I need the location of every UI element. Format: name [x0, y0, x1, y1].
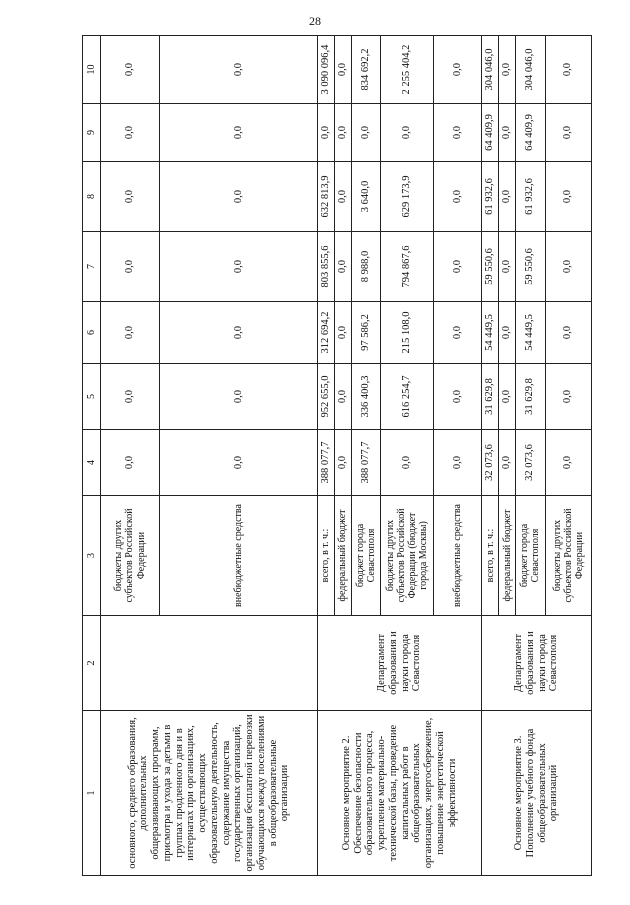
value-cell: 8 988,0	[351, 232, 381, 302]
table-frame	[82, 36, 592, 876]
value-cell: 0,0	[100, 36, 159, 104]
value-cell: 834 692,2	[351, 36, 381, 104]
value-cell: 0,0	[334, 364, 351, 430]
source-cell: бюджеты других субъектов Российской Федерации (бюджет города Москвы)	[381, 496, 434, 616]
value-cell: 388 077,7	[351, 430, 381, 496]
value-cell: 0,0	[159, 162, 317, 232]
value-cell: 0,0	[334, 162, 351, 232]
value-cell: 0,0	[545, 104, 591, 162]
value-cell: 0,0	[499, 364, 516, 430]
value-cell: 59 550,6	[516, 232, 546, 302]
value-cell: 0,0	[433, 364, 481, 430]
value-cell: 388 077,7	[317, 430, 334, 496]
value-cell: 0,0	[545, 364, 591, 430]
value-cell: 0,0	[100, 430, 159, 496]
value-cell: 32 073,6	[516, 430, 546, 496]
page-number: 28	[309, 14, 321, 28]
table-row	[100, 36, 159, 876]
value-cell: 0,0	[159, 302, 317, 364]
value-cell: 0,0	[499, 36, 516, 104]
col-header-3: 3	[83, 496, 101, 616]
source-cell: бюджет города Севастополя	[351, 496, 381, 616]
value-cell: 0,0	[159, 430, 317, 496]
col-header-5: 5	[83, 364, 101, 430]
value-cell: 336 400,3	[351, 364, 381, 430]
activity-cell: Основное мероприятие 3. Пополнение учебного фонда общеобразовательных организаций	[482, 711, 592, 876]
value-cell: 0,0	[334, 232, 351, 302]
value-cell: 0,0	[433, 104, 481, 162]
value-cell: 32 073,6	[482, 430, 499, 496]
value-cell: 0,0	[545, 430, 591, 496]
activity-cell: основного, среднего образования, дополнительных общеразвивающих программ, присмотра и ухода за детьми в группах продленного дня и в интернатах при организациях, осуществляющих образовательную деятельность, содержание имущества государственных организаций, организация бесплатной перевозки обучающихся между поселениями в общеобразовательные организации	[100, 711, 317, 876]
value-cell: 54 449,5	[482, 302, 499, 364]
value-cell: 803 855,6	[317, 232, 334, 302]
col-header-6: 6	[83, 302, 101, 364]
value-cell: 0,0	[499, 162, 516, 232]
value-cell: 64 409,9	[482, 104, 499, 162]
executor-cell: Департамент образования и науки города Севастополя	[317, 616, 481, 711]
value-cell: 0,0	[433, 232, 481, 302]
value-cell: 0,0	[351, 104, 381, 162]
value-cell: 0,0	[334, 302, 351, 364]
value-cell: 0,0	[545, 162, 591, 232]
value-cell: 0,0	[433, 302, 481, 364]
value-cell: 0,0	[317, 104, 334, 162]
col-header-10: 10	[83, 36, 101, 104]
value-cell: 0,0	[433, 36, 481, 104]
value-cell: 0,0	[159, 36, 317, 104]
value-cell: 0,0	[159, 104, 317, 162]
value-cell: 215 108,0	[381, 302, 434, 364]
value-cell: 632 813,9	[317, 162, 334, 232]
value-cell: 0,0	[433, 162, 481, 232]
executor-cell	[100, 616, 317, 711]
col-header-9: 9	[83, 104, 101, 162]
value-cell: 0,0	[381, 104, 434, 162]
value-cell: 0,0	[100, 104, 159, 162]
header-row	[83, 36, 101, 876]
value-cell: 0,0	[334, 430, 351, 496]
value-cell: 952 655,0	[317, 364, 334, 430]
value-cell: 0,0	[100, 302, 159, 364]
source-cell: бюджеты других субъектов Российской Федерации	[100, 496, 159, 616]
value-cell: 794 867,6	[381, 232, 434, 302]
value-cell: 0,0	[499, 430, 516, 496]
col-header-4: 4	[83, 430, 101, 496]
value-cell: 59 550,6	[482, 232, 499, 302]
value-cell: 0,0	[499, 232, 516, 302]
col-header-7: 7	[83, 232, 101, 302]
value-cell: 61 932,6	[482, 162, 499, 232]
executor-cell: Департамент образования и науки города Севастополя	[482, 616, 592, 711]
value-cell: 0,0	[499, 302, 516, 364]
source-cell: всего, в т. ч.:	[482, 496, 499, 616]
value-cell: 312 694,2	[317, 302, 334, 364]
value-cell: 31 629,8	[482, 364, 499, 430]
source-cell: бюджеты других субъектов Российской Федерации	[545, 496, 591, 616]
value-cell: 0,0	[100, 364, 159, 430]
source-cell: бюджет города Севастополя	[516, 496, 546, 616]
value-cell: 0,0	[100, 162, 159, 232]
value-cell: 616 254,7	[381, 364, 434, 430]
source-cell: федеральный бюджет	[499, 496, 516, 616]
value-cell: 0,0	[433, 430, 481, 496]
col-header-2: 2	[83, 616, 101, 711]
value-cell: 61 932,6	[516, 162, 546, 232]
col-header-1: 1	[83, 711, 101, 876]
value-cell: 0,0	[334, 104, 351, 162]
value-cell: 3 090 096,4	[317, 36, 334, 104]
activity-cell: Основное мероприятие 2. Обеспечение безопасности образовательного процесса, укрепление материально-технической базы, проведение капитальных работ в общеобразовательных организациях, энергосбережение, повышение энергетической эффективности	[317, 711, 481, 876]
funding-table	[82, 35, 592, 876]
source-cell: внебюджетные средства	[433, 496, 481, 616]
source-cell: федеральный бюджет	[334, 496, 351, 616]
value-cell: 0,0	[545, 302, 591, 364]
value-cell: 3 640,0	[351, 162, 381, 232]
source-cell: всего, в т. ч.:	[317, 496, 334, 616]
value-cell: 0,0	[499, 104, 516, 162]
value-cell: 54 449,5	[516, 302, 546, 364]
value-cell: 629 173,9	[381, 162, 434, 232]
value-cell: 304 046,0	[516, 36, 546, 104]
table-row	[317, 36, 334, 876]
value-cell: 31 629,8	[516, 364, 546, 430]
value-cell: 97 586,2	[351, 302, 381, 364]
value-cell: 0,0	[334, 36, 351, 104]
value-cell: 0,0	[545, 232, 591, 302]
value-cell: 0,0	[381, 430, 434, 496]
table-row	[482, 36, 499, 876]
value-cell: 0,0	[545, 36, 591, 104]
col-header-8: 8	[83, 162, 101, 232]
value-cell: 2 255 404,2	[381, 36, 434, 104]
value-cell: 0,0	[159, 364, 317, 430]
rotated-table-container	[82, 36, 592, 876]
value-cell: 64 409,9	[516, 104, 546, 162]
value-cell: 0,0	[100, 232, 159, 302]
value-cell: 304 046,0	[482, 36, 499, 104]
value-cell: 0,0	[159, 232, 317, 302]
source-cell: внебюджетные средства	[159, 496, 317, 616]
